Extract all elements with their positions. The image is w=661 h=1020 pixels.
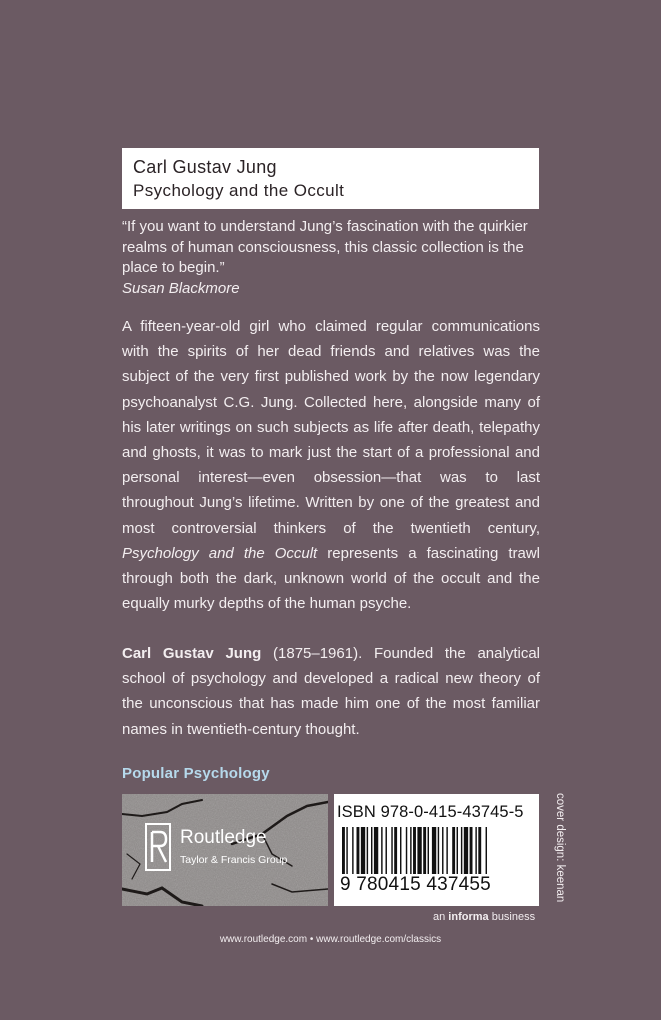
bio-author-name: Carl Gustav Jung: [122, 645, 262, 662]
author-name: Carl Gustav Jung: [133, 157, 277, 177]
publisher-group: Taylor & Francis Group: [180, 854, 288, 866]
informa-line: [433, 911, 535, 923]
publisher-logo-panel: [122, 794, 328, 906]
blurb-text-2: represents a fascinating trawl through both the dark, unknown world of the occult and the equally murky depths of the human psyche.: [122, 544, 540, 613]
cover-design-credit: cover design: keenan: [554, 793, 566, 903]
author-bio: [122, 641, 540, 742]
routledge-logo-icon: [144, 822, 172, 872]
endorsement-quote: [122, 217, 542, 299]
informa-prefix: an: [433, 911, 449, 923]
book-title: Psychology and the Occult: [133, 181, 345, 200]
blurb-paragraph: [122, 314, 540, 616]
publisher-name: Routledge: [180, 827, 267, 848]
title-box: [122, 148, 539, 209]
quote-attribution: Susan Blackmore: [122, 279, 240, 297]
barcode-digits: 9 780415 437455: [340, 874, 491, 895]
publisher-urls: www.routledge.com • www.routledge.com/classics: [219, 934, 442, 945]
blurb-book-title: Psychology and the Occult: [122, 544, 318, 562]
isbn-barcode-box: [334, 794, 539, 906]
isbn-label: ISBN 978-0-415-43745-5: [337, 803, 524, 821]
informa-brand: informa: [448, 911, 489, 923]
bio-text: (1875–1961). Founded the analytical school of psychology and developed a radical new theory of the unconscious that has made him one of the most familiar names in twentieth-century thought.: [122, 645, 540, 738]
blurb-text-1: A fifteen-year-old girl who claimed regular communications with the spirits of her dead friends and relatives was the subject of the very first published work by the now legendary psychoanalyst C.G. Jung. Collected here, alongside many of his later writings on such subjects as life after death, telepathy and ghosts, it was to mark just the start of a professional and personal interest—even obsession—that was to last throughout Jung’s lifetime. Written by one of the greatest and most controversial thinkers of the twentieth century,: [122, 318, 540, 537]
quote-text: “If you want to understand Jung’s fascination with the quirkier realms of human consciousness, this classic collection is the place to begin.”: [122, 218, 528, 276]
category-label: Popular Psychology: [122, 765, 270, 782]
informa-suffix: business: [488, 911, 536, 923]
